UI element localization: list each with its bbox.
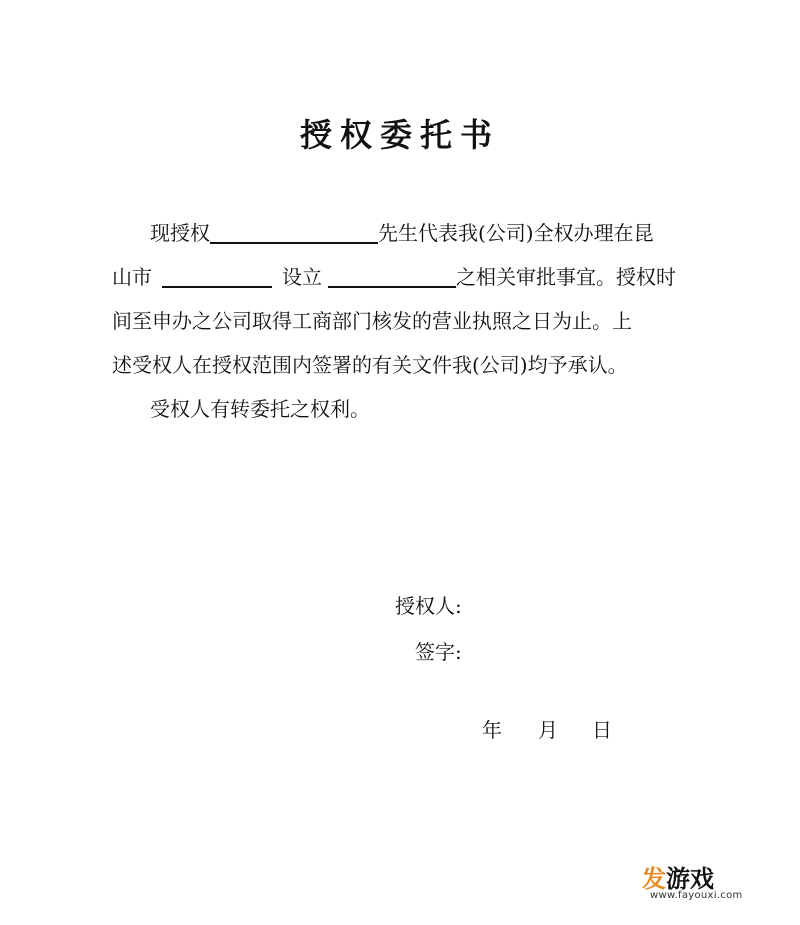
paragraph-line-4: 述受权人在授权范围内签署的有关文件我(公司)均予承认。	[112, 353, 628, 377]
watermark-brand-accent: 发	[642, 865, 666, 893]
watermark-brand-rest: 游戏	[666, 865, 714, 893]
paragraph-line-1	[150, 218, 654, 248]
company-name-blank[interactable]	[162, 266, 272, 288]
date-year: 年	[482, 718, 502, 742]
watermark-logo	[642, 859, 752, 903]
company-type-blank[interactable]	[328, 266, 456, 288]
sign-label: 签字:	[415, 640, 462, 664]
paragraph-line-3: 间至申办之公司取得工商部门核发的营业执照之日为止。上	[112, 309, 632, 333]
line2-prefix: 山市	[112, 265, 152, 289]
grantee-name-blank[interactable]	[210, 222, 378, 244]
paragraph-line-2	[112, 262, 676, 292]
watermark-url: www.fayouxi.com	[650, 890, 743, 901]
date-month: 月	[538, 718, 558, 742]
document-title: 授权委托书	[299, 116, 500, 154]
line1-prefix: 现授权	[150, 221, 210, 245]
grantor-label: 授权人:	[395, 594, 462, 618]
paragraph-line-5: 受权人有转委托之权利。	[150, 397, 370, 421]
date-day: 日	[592, 718, 612, 742]
watermark-brand	[642, 859, 714, 894]
line2-suffix: 之相关审批事宜。授权时	[456, 265, 676, 289]
line1-suffix: 先生代表我(公司)全权办理在昆	[378, 221, 654, 245]
line2-middle: 设立	[282, 265, 322, 289]
